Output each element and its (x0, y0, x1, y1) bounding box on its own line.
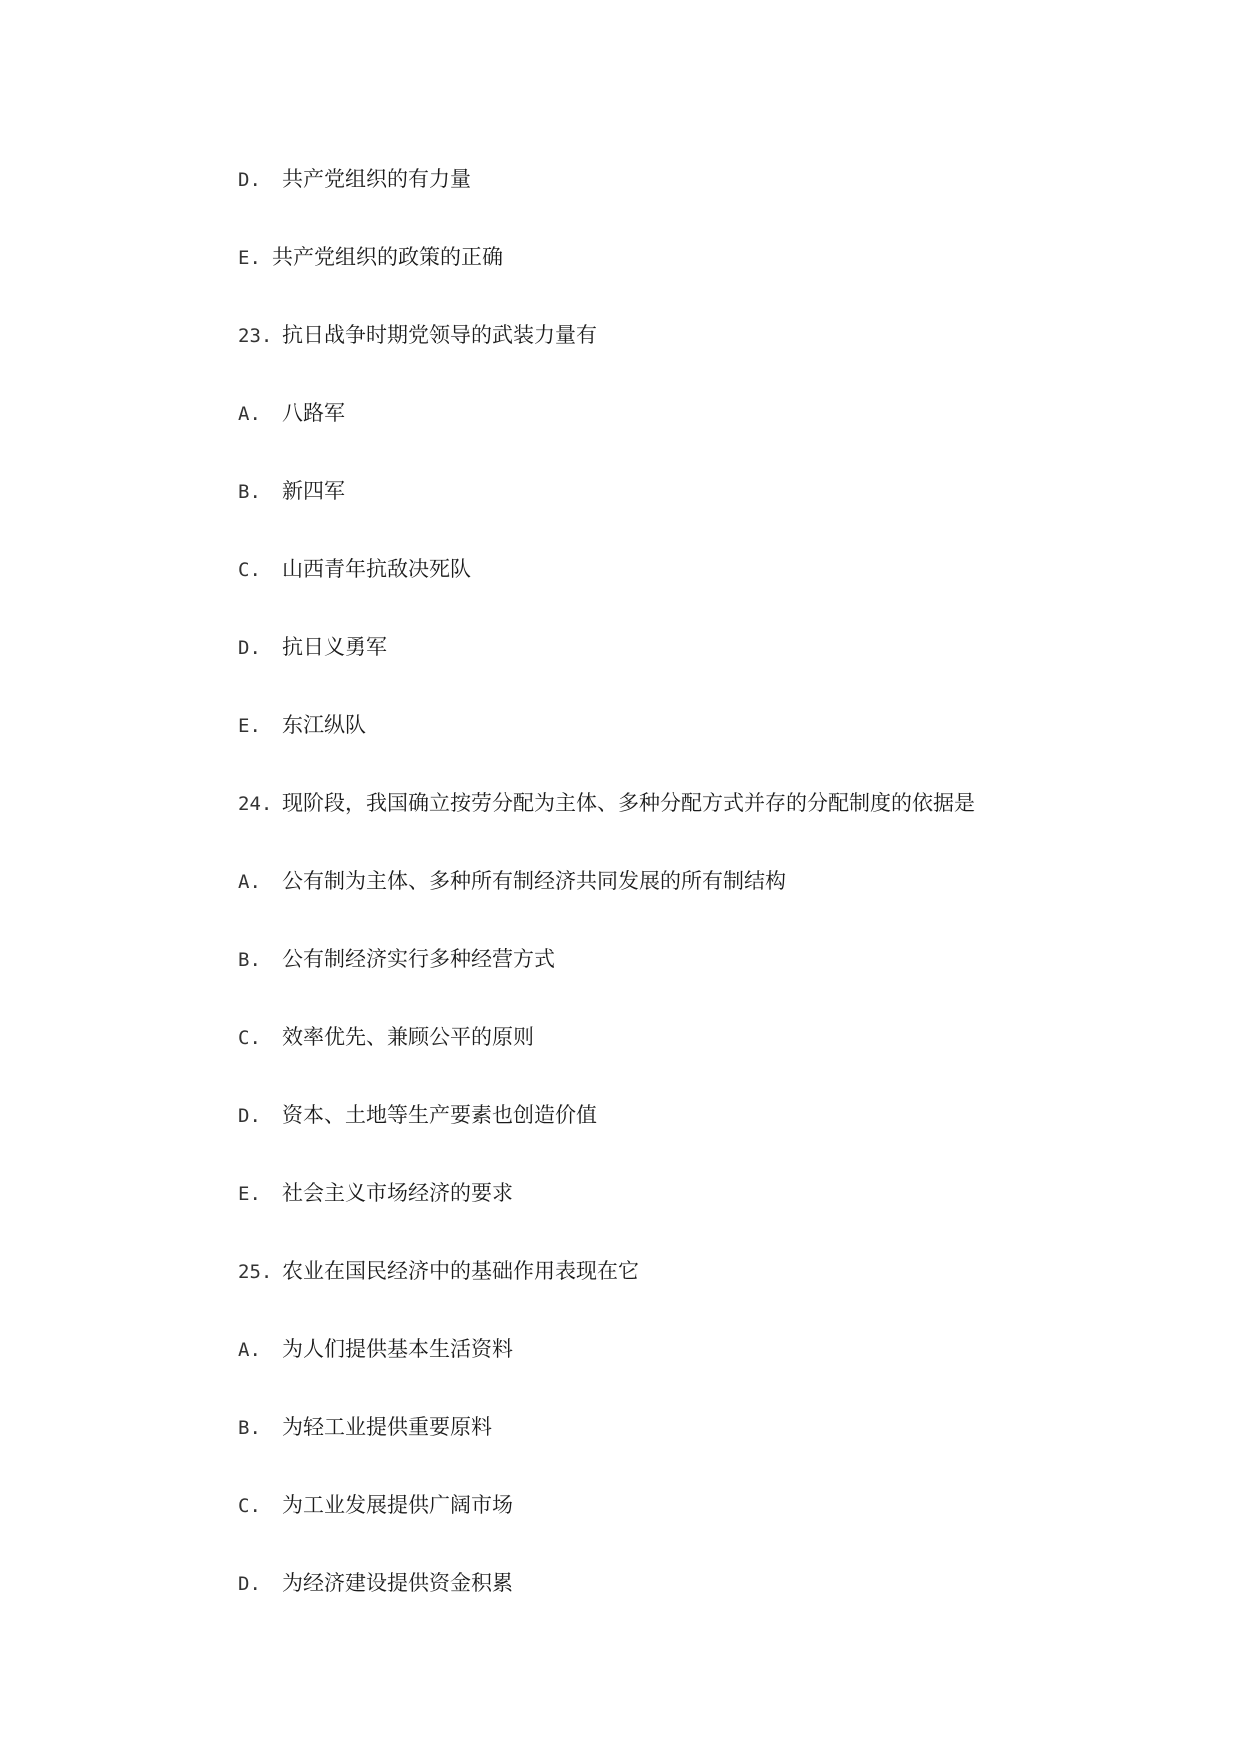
option-label: C. (238, 1027, 261, 1049)
option-a (238, 1334, 513, 1364)
option-label: A. (238, 1339, 261, 1361)
option-text: 共产党组织的政策的正确 (272, 245, 503, 269)
option-text: 资本、土地等生产要素也创造价值 (282, 1103, 597, 1127)
option-label: D. (238, 637, 261, 659)
option-label: D. (238, 169, 261, 191)
option-label: A. (238, 871, 261, 893)
option-text: 抗日义勇军 (282, 635, 387, 659)
option-label: B. (238, 1417, 261, 1439)
option-d (238, 1568, 513, 1598)
option-c (238, 1490, 513, 1520)
question-number: 23. (238, 325, 273, 347)
option-text: 公有制为主体、多种所有制经济共同发展的所有制结构 (282, 869, 786, 893)
option-text: 社会主义市场经济的要求 (282, 1181, 513, 1205)
option-label: A. (238, 403, 261, 425)
option-text: 新四军 (282, 479, 345, 503)
question-number: 25. (238, 1261, 273, 1283)
question-23 (238, 320, 597, 350)
question-text: 抗日战争时期党领导的武装力量有 (282, 323, 597, 347)
option-label: E. (238, 247, 261, 269)
option-label: E. (238, 715, 261, 737)
option-b (238, 944, 555, 974)
option-label: D. (238, 1573, 261, 1595)
option-a (238, 398, 345, 428)
option-text: 为经济建设提供资金积累 (282, 1571, 513, 1595)
option-text: 效率优先、兼顾公平的原则 (282, 1025, 534, 1049)
option-text: 为人们提供基本生活资料 (282, 1337, 513, 1361)
option-text: 公有制经济实行多种经营方式 (282, 947, 555, 971)
question-text: 现阶段，我国确立按劳分配为主体、多种分配方式并存的分配制度的依据是 (282, 791, 975, 815)
option-label: B. (238, 481, 261, 503)
option-label: E. (238, 1183, 261, 1205)
option-a (238, 866, 786, 896)
question-25 (238, 1256, 639, 1286)
option-e (238, 710, 366, 740)
option-label: C. (238, 559, 261, 581)
option-label: B. (238, 949, 261, 971)
option-e (238, 242, 503, 272)
option-label: D. (238, 1105, 261, 1127)
question-24 (238, 788, 975, 818)
option-text: 为工业发展提供广阔市场 (282, 1493, 513, 1517)
option-text: 八路军 (282, 401, 345, 425)
option-c (238, 554, 471, 584)
question-text: 农业在国民经济中的基础作用表现在它 (282, 1259, 639, 1283)
question-number: 24. (238, 793, 273, 815)
option-label: C. (238, 1495, 261, 1517)
option-b (238, 1412, 492, 1442)
option-e (238, 1178, 513, 1208)
option-c (238, 1022, 534, 1052)
option-text: 东江纵队 (282, 713, 366, 737)
option-text: 为轻工业提供重要原料 (282, 1415, 492, 1439)
option-d (238, 164, 471, 194)
option-text: 山西青年抗敌决死队 (282, 557, 471, 581)
option-text: 共产党组织的有力量 (282, 167, 471, 191)
option-d (238, 632, 387, 662)
option-d (238, 1100, 597, 1130)
option-b (238, 476, 345, 506)
